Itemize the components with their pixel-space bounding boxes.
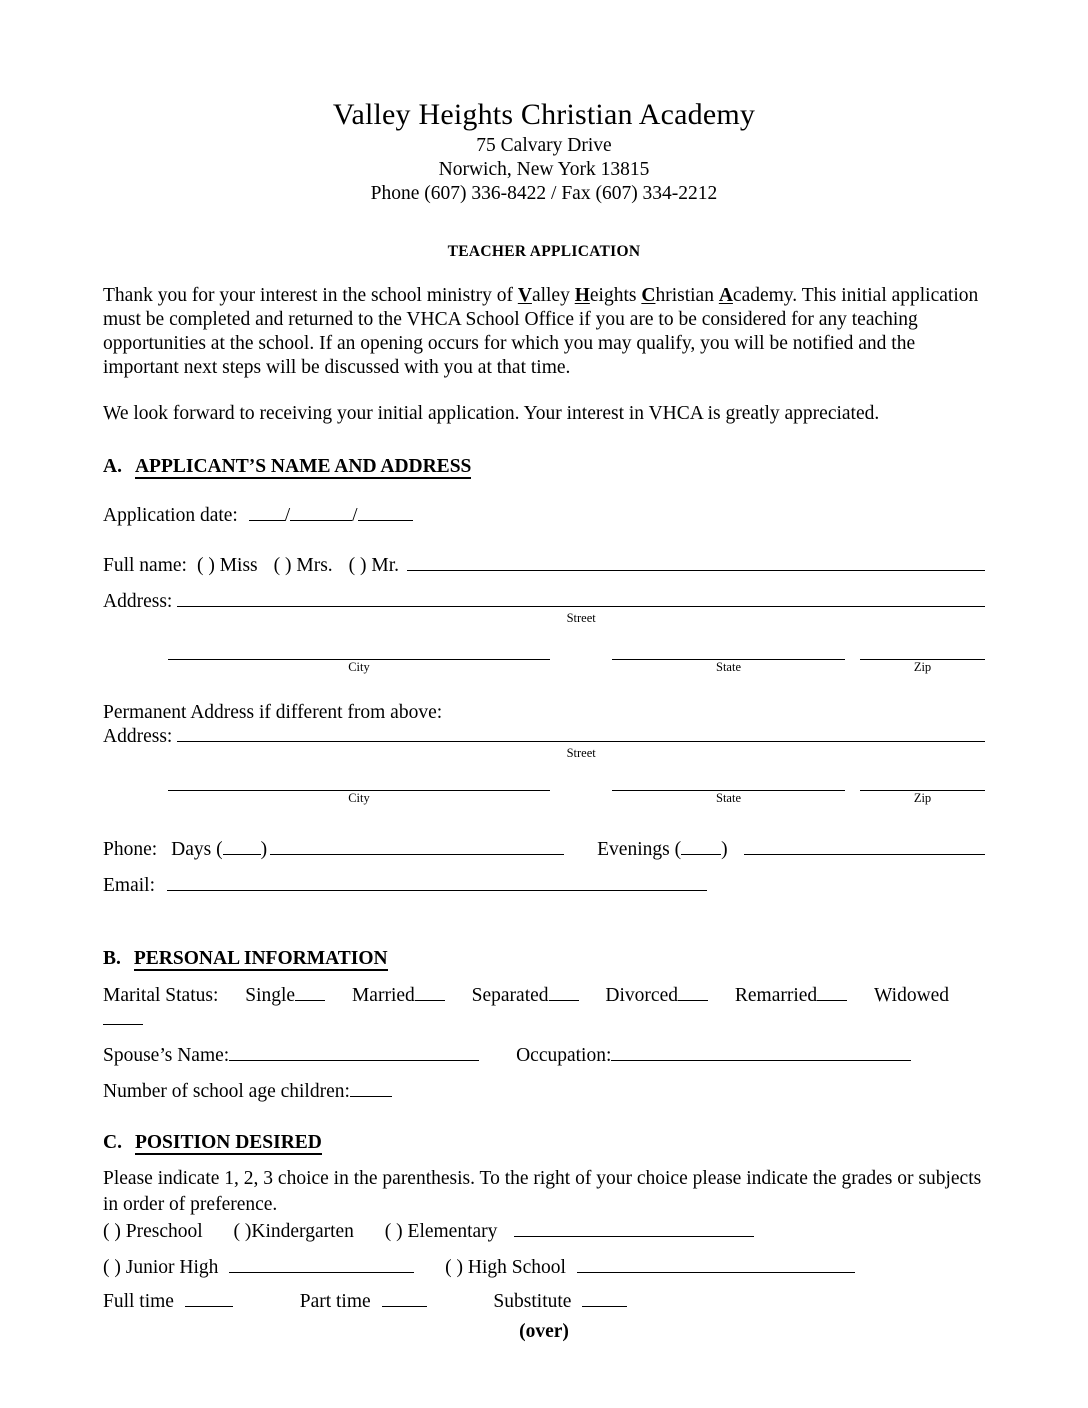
intro-paragraph-1: Thank you for your interest in the school ministry of Valley Heights Christian Academy. This initial application must be completed and returned to the VHCA School Office if you are to be considered for any teaching opportunities at the school. If an opening occurs for which you may qualify, you will be notified and the important next steps will be discussed with you at that time. [103,285,979,378]
children-label: Number of school age children: [103,1081,350,1102]
email-label: Email: [103,875,155,896]
over-note: (over) [519,1321,569,1342]
junior-high-option: ( ) Junior High [103,1257,219,1278]
permanent-zip-caption: Zip [913,791,932,805]
widowed-blank [103,1011,143,1025]
phone-evenings-label: Evenings ( [597,839,682,860]
date-separator-1: / [284,505,291,526]
high-school-option: ( ) High School [445,1257,566,1278]
school-city-state-zip: Norwich, New York 13815 [438,159,650,180]
application-date-row [103,504,985,528]
occupation-blank [611,1047,911,1061]
kindergarten-option: ( )Kindergarten [233,1221,354,1242]
full-name-blank [407,557,985,571]
zip-caption: Zip [913,660,932,674]
marital-option-separated: Separated [472,985,579,1006]
email-row [103,874,985,898]
permanent-address-street-blank [177,728,985,742]
permanent-address-label: Permanent Address if different from above: [103,702,443,723]
full-name-row [103,554,985,578]
permanent-state-blank [612,775,845,791]
elementary-grades-blank [514,1223,754,1237]
address-blank-wrap [177,590,985,625]
address-label: Address: [103,591,173,612]
full-time-label: Full time [103,1291,174,1312]
permanent-city-field [168,775,550,806]
position-row-1 [103,1220,985,1244]
zip-blank [860,644,985,660]
divorced-blank [678,987,708,1001]
permanent-city-blank [168,775,550,791]
section-b-heading [103,946,985,972]
form-title: TEACHER APPLICATION [447,243,641,260]
spouse-name-label: Spouse’s Name: [103,1045,230,1066]
date-year-blank [358,507,413,521]
section-a-title: APPLICANT’S NAME AND ADDRESS [134,456,472,477]
marital-option-widowed: Widowed [103,985,949,1030]
school-street-address: 75 Calvary Drive [476,135,612,156]
phone-row [103,838,985,862]
street-caption: Street [566,611,596,625]
phone-days-area-blank [223,841,261,855]
full-time-blank [185,1293,233,1307]
position-row-2 [103,1256,985,1280]
elementary-option: ( ) Elementary [384,1221,498,1242]
substitute-label: Substitute [493,1291,572,1312]
phone-label: Phone: [103,839,158,860]
section-a-heading [103,454,985,480]
state-field [612,644,845,675]
permanent-address-blank-wrap [177,725,985,760]
separated-blank [549,987,579,1001]
date-separator-2: / [352,505,358,526]
permanent-state-field [612,775,845,806]
position-instructions: Please indicate 1, 2, 3 choice in the parenthesis. To the right of your choice please indicate the grades or subjects in order of preference. [103,1168,982,1215]
intro-paragraph-2: We look forward to receiving your initial application. Your interest in VHCA is greatly appreciated. [103,403,880,424]
occupation-label: Occupation: [516,1045,612,1066]
state-caption: State [716,660,741,674]
title-option-mrs: ( ) Mrs. [273,555,333,576]
section-c-heading [103,1130,985,1156]
permanent-address-row [103,725,985,760]
schedule-row [103,1290,985,1314]
marital-option-single: Single [245,985,325,1006]
marital-option-divorced: Divorced [605,985,708,1006]
part-time-blank [382,1293,427,1307]
phone-evenings-area-blank [681,841,721,855]
permanent-street-caption: Street [566,746,596,760]
school-name: Valley Heights Christian Academy [332,98,756,131]
state-blank [612,644,845,660]
substitute-blank [582,1293,627,1307]
children-row [103,1080,985,1104]
single-blank [295,987,325,1001]
remarried-blank [817,987,847,1001]
permanent-zip-field [860,775,985,806]
address-row [103,590,985,625]
city-state-zip-row [168,644,985,675]
letterhead [103,96,985,206]
date-day-blank [290,507,352,521]
phone-evenings-close-paren: ) [721,839,728,860]
date-month-blank [249,507,285,521]
phone-evenings-number-blank [744,841,985,855]
city-blank [168,644,550,660]
title-option-miss: ( ) Miss [196,555,258,576]
phone-days-number-blank [270,841,564,855]
city-field [168,644,550,675]
email-blank [167,877,707,891]
marital-status-label: Marital Status: [103,985,219,1006]
married-blank [415,987,445,1001]
section-c-letter: C. [103,1132,122,1153]
address-street-blank [177,593,985,607]
permanent-state-caption: State [716,791,741,805]
spouse-name-blank [229,1047,479,1061]
high-school-grades-blank [577,1259,855,1273]
section-a-letter: A. [103,456,122,477]
marital-option-married: Married [352,985,445,1006]
application-date-label: Application date: [103,505,238,526]
city-caption: City [348,660,370,674]
phone-days-label: Days ( [171,839,223,860]
title-option-mr: ( ) Mr. [348,555,400,576]
spouse-row [103,1044,985,1068]
phone-days-close-paren: ) [260,839,268,860]
marital-status-row [103,984,985,1032]
full-name-label: Full name: [103,555,187,576]
section-b-title: PERSONAL INFORMATION [133,948,388,969]
section-c-title: POSITION DESIRED [134,1132,322,1153]
part-time-label: Part time [299,1291,371,1312]
school-phone-fax: Phone (607) 336-8422 / Fax (607) 334-2212 [370,183,718,204]
permanent-address-street-label: Address: [103,726,173,747]
zip-field [860,644,985,675]
marital-option-remarried: Remarried [735,985,847,1006]
section-b-letter: B. [103,948,121,969]
permanent-zip-blank [860,775,985,791]
children-blank [350,1083,392,1097]
junior-high-grades-blank [229,1259,414,1273]
permanent-city-state-zip-row [168,775,985,806]
preschool-option: ( ) Preschool [103,1221,203,1242]
permanent-city-caption: City [348,791,370,805]
